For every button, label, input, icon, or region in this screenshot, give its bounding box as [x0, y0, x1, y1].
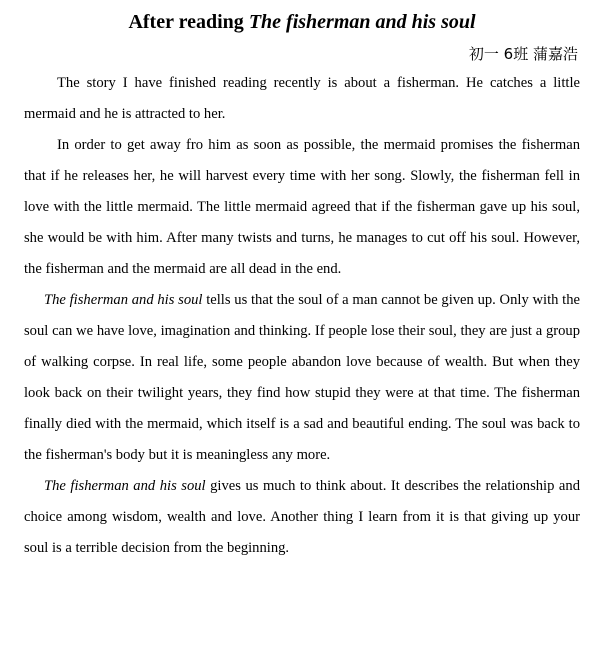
paragraph-3-book-title: The fisherman and his soul: [44, 292, 203, 308]
paragraph-1: [24, 68, 580, 130]
paragraph-4: [24, 471, 580, 564]
paragraph-4-book-title: The fisherman and his soul: [44, 478, 206, 494]
paragraph-2-text: In order to get away fro him as soon as possible, the mermaid promises the fisherman that if he releases her, he will harvest every time with her song. Slowly, the fisherman fell in love with the little mermaid. The little mermaid agreed that if the fisherman gave up his soul, she would be with him. After many twists and turns, he manages to cut off his soul. However, the fisherman and the mermaid are all dead in the end.: [24, 137, 580, 277]
paragraph-2: [24, 130, 580, 285]
title-work: The fisherman and his soul: [248, 11, 476, 33]
title-prefix: After reading: [128, 11, 244, 33]
essay-page: [24, 0, 580, 564]
paragraph-3-text: tells us that the soul of a man cannot be given up. Only with the soul can we have love, imagination and thinking. If people lose their soul, they are just a group of walking corpse. In real life, some people abandon love because of wealth. But when they look back on their twilight years, they find how stupid they were at that time. The fisherman finally died with the mermaid, which itself is a sad and beautiful ending. The soul was back to the fisherman's body but it is meaningless any more.: [24, 292, 581, 463]
paragraph-4-text: gives us much to think about. It describes the relationship and choice among wisdom, wealth and love. Another thing I learn from it is that giving up your soul is a terrible decision from the beginning.: [24, 478, 580, 556]
paragraph-3: [24, 285, 580, 471]
paragraph-1-text: The story I have finished reading recently is about a fisherman. He catches a little mermaid and he is attracted to her.: [24, 75, 580, 122]
essay-title: [24, 10, 580, 34]
author-byline: 初一 6班 蒲嘉浩: [468, 45, 578, 63]
